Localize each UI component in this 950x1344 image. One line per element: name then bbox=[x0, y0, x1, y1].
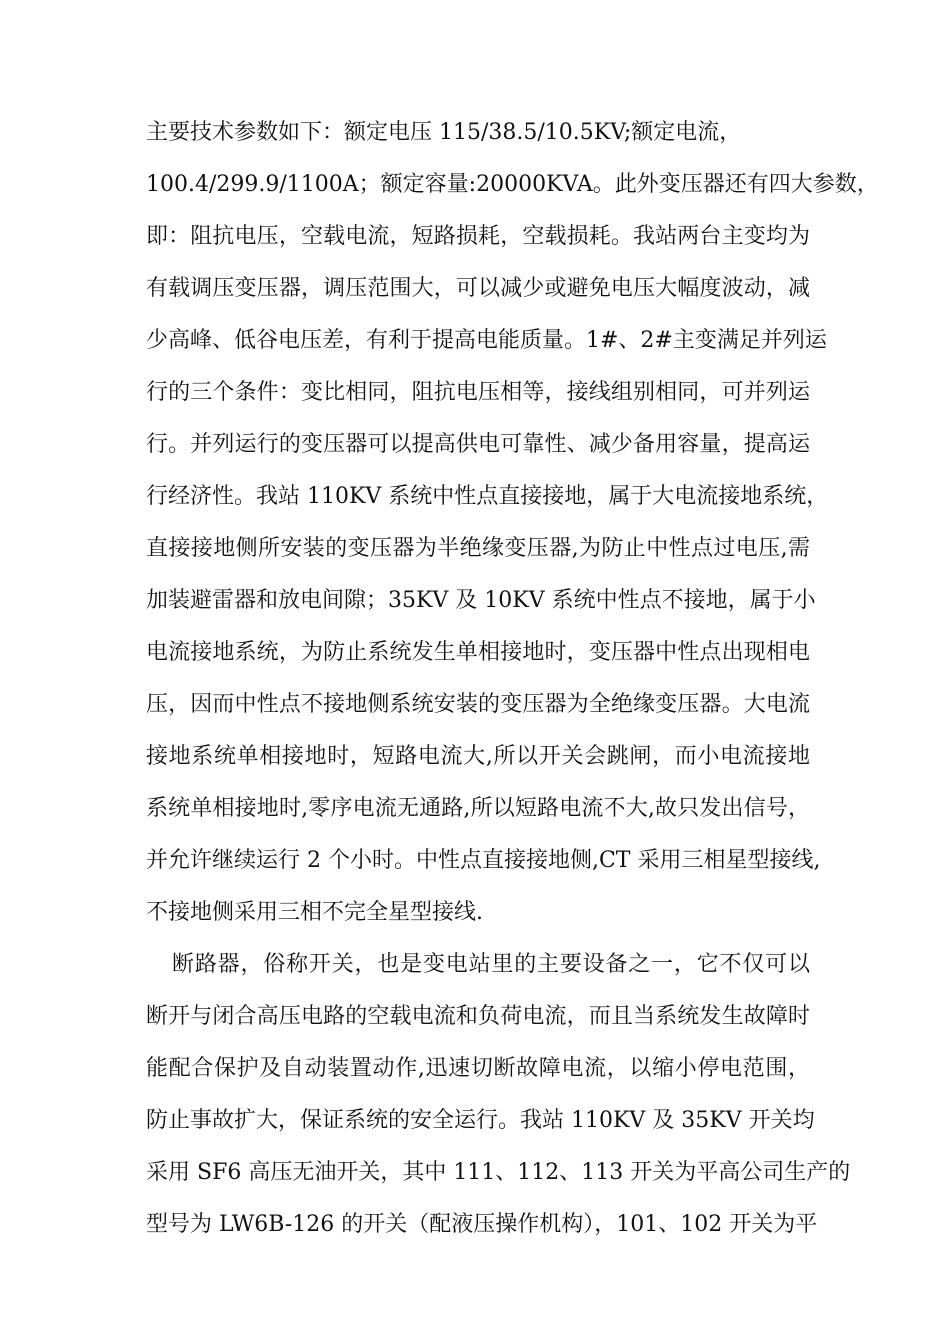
text-line: 采用 SF6 高压无油开关，其中 111、112、113 开关为平高公司生产的 bbox=[146, 1160, 851, 1185]
text-line: 断路器，俗称开关，也是变电站里的主要设备之一，它不仅可以 bbox=[172, 952, 810, 977]
text-line: 直接接地侧所安装的变压器为半绝缘变压器,为防止中性点过电压,需 bbox=[146, 536, 810, 561]
text-line: 少高峰、低谷电压差，有利于提高电能质量。1#、2#主变满足并列运 bbox=[146, 328, 827, 353]
text-line: 100.4/299.9/1100A；额定容量:20000KVA。此外变压器还有四大参数， bbox=[146, 172, 879, 197]
text-line: 行。并列运行的变压器可以提高供电可靠性、减少备用容量，提高运 bbox=[146, 432, 810, 457]
text-line: 压，因而中性点不接地侧系统安装的变压器为全绝缘变压器。大电流 bbox=[146, 692, 810, 717]
text-line: 主要技术参数如下：额定电压 115/38.5/10.5KV;额定电流， bbox=[146, 120, 742, 145]
text-line: 型号为 LW6B-126 的开关（配液压操作机构），101、102 开关为平 bbox=[146, 1212, 818, 1237]
text-line: 防止事故扩大，保证系统的安全运行。我站 110KV 及 35KV 开关均 bbox=[146, 1108, 815, 1133]
text-line: 能配合保护及自动装置动作,迅速切断故障电流，以缩小停电范围， bbox=[146, 1056, 810, 1081]
text-line: 不接地侧采用三相不完全星型接线. bbox=[146, 900, 483, 925]
text-line: 加装避雷器和放电间隙；35KV 及 10KV 系统中性点不接地，属于小 bbox=[146, 588, 816, 613]
text-line: 电流接地系统，为防止系统发生单相接地时，变压器中性点出现相电 bbox=[146, 640, 810, 665]
text-line: 有载调压变压器，调压范围大，可以减少或避免电压大幅度波动，减 bbox=[146, 276, 810, 301]
text-line: 行经济性。我站 110KV 系统中性点直接接地，属于大电流接地系统， bbox=[146, 484, 829, 509]
text-line: 行的三个条件：变比相同，阻抗电压相等，接线组别相同，可并列运 bbox=[146, 380, 810, 405]
text-line: 并允许继续运行 2 个小时。中性点直接接地侧,CT 采用三相星型接线, bbox=[146, 848, 821, 873]
text-line: 系统单相接地时,零序电流无通路,所以短路电流不大,故只发出信号， bbox=[146, 796, 810, 821]
text-line: 断开与闭合高压电路的空载电流和负荷电流，而且当系统发生故障时 bbox=[146, 1004, 810, 1029]
text-line: 即：阻抗电压，空载电流，短路损耗，空载损耗。我站两台主变均为 bbox=[146, 224, 810, 249]
text-line: 接地系统单相接地时，短路电流大,所以开关会跳闸，而小电流接地 bbox=[146, 744, 810, 769]
